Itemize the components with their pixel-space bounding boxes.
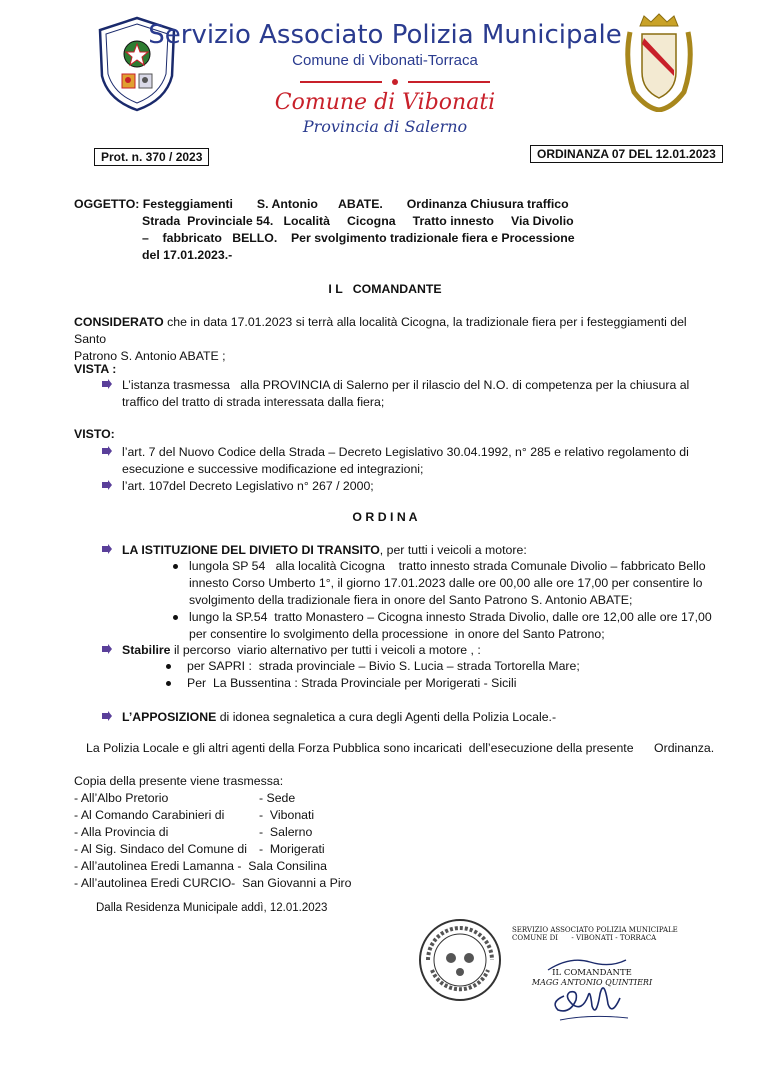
stabilire-text: il percorso viario alternativo per tutti i veicoli a motore , : — [170, 643, 481, 657]
apposizione-text: di idonea segnaletica a cura degli Agenti della Polizia Locale.- — [216, 710, 557, 724]
considerato-block — [74, 314, 714, 365]
visto-item-1-line-2: esecuzione e successive modificazione ed integrazioni; — [122, 462, 424, 476]
stamp-line-3: IL COMANDANTE — [552, 968, 632, 978]
arrow-bullet-icon — [102, 480, 112, 490]
stamp-line-2: COMUNE DI - VIBONATI - TORRACA — [512, 934, 657, 942]
vista-label: VISTA : — [74, 362, 117, 376]
copia-row-6: - All’autolinea Eredi CURCIO- San Giovanni a Piro — [74, 876, 352, 890]
alt-route-1: per SAPRI : strada provinciale – Bivio S. Lucia – strada Tortorella Mare; — [187, 659, 580, 673]
vista-line-1: L’istanza trasmessa alla PROVINCIA di Salerno per il rilascio del N.O. di competenza per la chiusura al — [122, 378, 690, 392]
divider-right — [408, 81, 490, 83]
alt-route-2: Per La Bussentina : Strada Provinciale per Morigerati - Sicili — [187, 676, 517, 690]
comune-title: Comune di Vibonati — [274, 90, 496, 115]
divieto-sub-1 — [189, 558, 719, 609]
subject-line-1: Festeggiamenti S. Antonio ABATE. Ordinanza Chiusura traffico — [142, 197, 569, 211]
date-place: Dalla Residenza Municipale addì, 12.01.2023 — [96, 902, 328, 914]
subject-line-3: – fabbricato BELLO. Per svolgimento tradizionale fiera e Processione — [142, 231, 575, 245]
stamp-line-4: MAGG ANTONIO QUINTIERI — [531, 978, 653, 987]
ordinanza-number: ORDINANZA 07 DEL 12.01.2023 — [530, 145, 723, 163]
divider-left — [300, 81, 382, 83]
copia-row — [74, 807, 394, 824]
copia-row-right: - Morigerati — [259, 842, 325, 856]
divieto-sub-2-line-1: lungo la SP.54 tratto Monastero – Cicogna innesto Strada Divolio, dalle ore 12,00 alle ore 17,00 — [189, 610, 712, 624]
apposizione-label: L’APPOSIZIONE — [122, 710, 217, 724]
arrow-bullet-icon — [102, 644, 112, 654]
copia-row — [74, 790, 394, 807]
protocol-number: Prot. n. 370 / 2023 — [94, 148, 209, 166]
copia-heading: Copia della presente viene trasmessa: — [74, 774, 284, 788]
divieto-line — [122, 542, 527, 559]
subject-block — [74, 196, 574, 264]
visto-item-1-line-1: l’art. 7 del Nuovo Codice della Strada – Decreto Legislativo 30.04.1992, n° 285 e relativo regolamento di — [122, 445, 689, 459]
subject-label: OGGETTO: — [74, 197, 140, 211]
copia-row-left: - Alla Provincia di — [74, 825, 169, 839]
copia-row — [74, 841, 394, 858]
considerato-text-2: Patrono S. Antonio ABATE ; — [74, 349, 226, 363]
visto-label: VISTO: — [74, 427, 115, 441]
right-crest — [620, 12, 698, 112]
service-title: Servizio Associato Polizia Municipale — [148, 20, 622, 50]
subject-line-4: del 17.01.2023.- — [142, 248, 233, 262]
sub-bullet — [173, 615, 178, 620]
arrow-bullet-icon — [102, 544, 112, 554]
comune-assoc-subtitle: Comune di Vibonati-Torraca — [292, 52, 478, 69]
signature — [530, 948, 650, 1028]
stamp-line-1: SERVIZIO ASSOCIATO POLIZIA MUNICIPALE — [512, 926, 678, 934]
subject-line-2: Strada Provinciale 54. Località Cicogna Tratto innesto Via Divolio — [142, 214, 574, 228]
considerato-text-1: che in data 17.01.2023 si terrà alla località Cicogna, la tradizionale fiera per i festeggiamenti del Santo — [74, 315, 687, 346]
copia-row-right: - Vibonati — [259, 808, 315, 822]
sub-bullet — [173, 564, 178, 569]
divieto-text: , per tutti i veicoli a motore: — [379, 543, 527, 557]
vista-line-2: traffico del tratto di strada interessata dalla fiera; — [122, 395, 385, 409]
visto-item-2: l’art. 107del Decreto Legislativo n° 267 / 2000; — [122, 479, 374, 493]
visto-item-1 — [122, 444, 714, 478]
copia-row — [74, 824, 394, 841]
divieto-sub-2 — [189, 609, 719, 643]
copia-row-left: - Al Comando Carabinieri di — [74, 808, 225, 822]
signature-icon — [530, 948, 650, 1028]
municipal-crest-icon — [620, 12, 698, 112]
ordina-heading: O R D I N A — [352, 510, 418, 524]
stabilire-line — [122, 642, 481, 659]
divieto-sub-1-line-1: lungola SP 54 alla località Cicogna tratto innesto strada Comunale Divolio – fabbricato Bello — [189, 559, 706, 573]
copia-list — [74, 790, 394, 892]
incarico-text: La Polizia Locale e gli altri agenti della Forza Pubblica sono incaricati dell’esecuzione della presente Ordinanza. — [86, 741, 715, 755]
apposizione-line — [122, 709, 556, 726]
divieto-sub-1-line-3: svolgimento della tradizionale fiera in onore del Santo Patrono S. Antonio ABATE; — [189, 593, 633, 607]
arrow-bullet-icon — [102, 711, 112, 721]
arrow-bullet-icon — [102, 379, 112, 389]
divieto-sub-2-line-2: per consentire lo svolgimento della processione in onore del Santo Patrono; — [189, 627, 605, 641]
provincia-title: Provincia di Salerno — [302, 117, 468, 136]
divieto-sub-1-line-2: innesto Corso Umberto 1°, il giorno 17.01.2023 dalle ore 00,00 alle ore 17,00 per consentire lo — [189, 576, 703, 590]
arrow-bullet-icon — [102, 446, 112, 456]
divider-dot — [392, 79, 398, 85]
stabilire-label: Stabilire — [122, 643, 171, 657]
round-stamp — [418, 918, 502, 1002]
copia-row-left: - All’Albo Pretorio — [74, 791, 169, 805]
divieto-label: LA ISTITUZIONE DEL DIVIETO DI TRANSITO — [122, 543, 380, 557]
copia-row-left: - Al Sig. Sindaco del Comune di — [74, 842, 247, 856]
copia-row-right: - Sede — [259, 791, 296, 805]
comandante-heading: I L COMANDANTE — [328, 282, 442, 296]
copia-row-right: - Salerno — [259, 825, 313, 839]
considerato-label: CONSIDERATO — [74, 315, 164, 329]
police-stamp-icon — [418, 918, 502, 1002]
sub-bullet — [166, 664, 171, 669]
vista-text — [122, 377, 714, 411]
copia-row-5: - All’autolinea Eredi Lamanna - Sala Consilina — [74, 859, 327, 873]
sub-bullet — [166, 681, 171, 686]
